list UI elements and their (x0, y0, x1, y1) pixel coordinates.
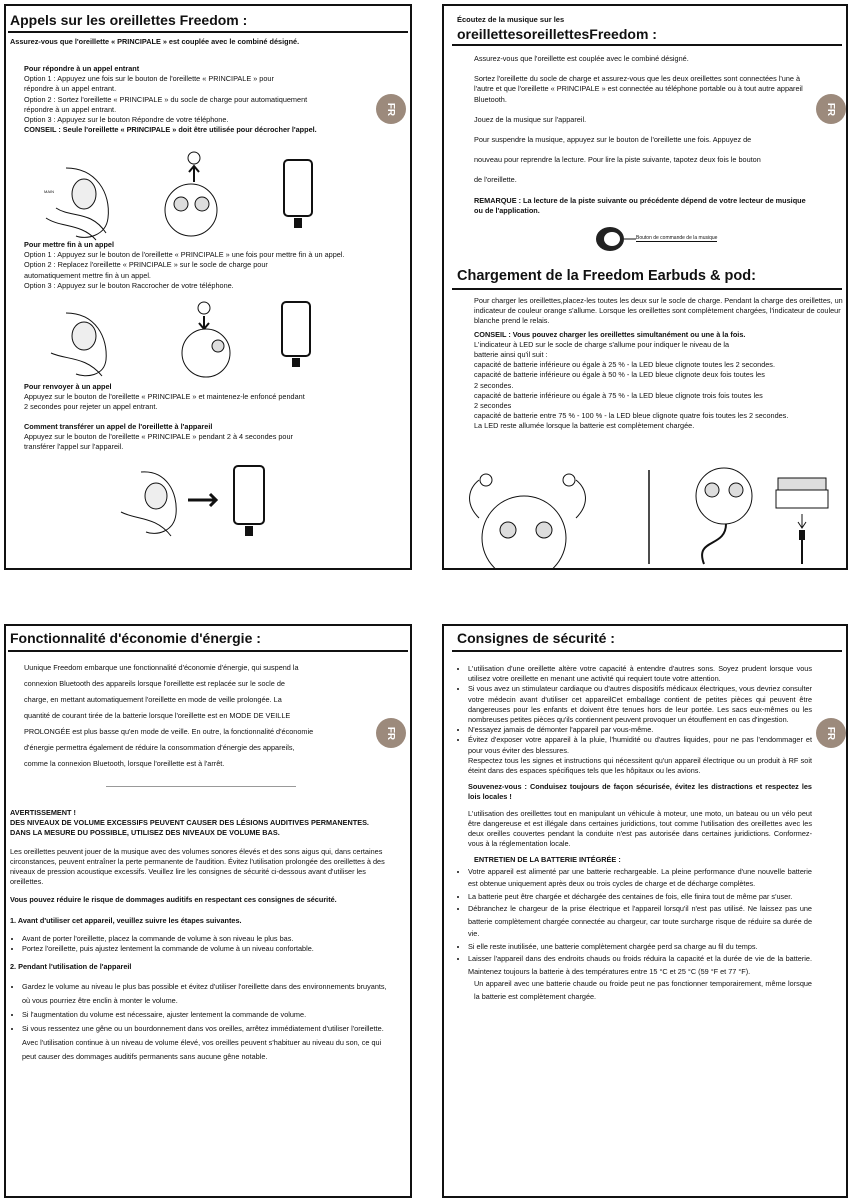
end-line: Option 1 : Appuyez sur le bouton de l'oreillette « PRINCIPALE » une fois pour mettre fin à un appel. (24, 250, 345, 260)
page-title: Consignes de sécurité : (457, 630, 615, 646)
charge-instructions (474, 296, 844, 432)
remark: REMARQUE : La lecture de la piste suivante ou précédente dépend de votre lecteur de musique ou de l'application. (474, 195, 806, 215)
list-item: • Gardez le volume au niveau le plus bas possible et évitez d'utiliser l'oreillette dans des environnements bruyants, où vous pourriez être enclin à monter le volume. (22, 980, 390, 1008)
list-item: • Laisser l'appareil dans des endroits chauds ou froids réduira la capacité et la durée de vie de la batterie. Maintenez toujours la batterie à des températures entre 15 °C et 25 °C (59 °F et 77 °F). (468, 953, 812, 978)
list-item: • Évitez d'exposer votre appareil à la pluie, l'humidité ou d'autres liquides, pour ne pas l'endommager et pour vous éviter des blessures. (468, 735, 812, 755)
manual-page-calls (4, 4, 412, 570)
energy-line: PROLONGÉE est plus basse qu'en mode de veille. En outre, la fonctionnalité d'économie (24, 727, 314, 736)
battery-heading: ENTRETIEN DE LA BATTERIE INTÉGRÉE : (474, 855, 621, 865)
answer-tip: CONSEIL : Seule l'oreillette « PRINCIPALE » doit être utilisée pour décrocher l'appel. (24, 125, 317, 135)
reject-section (24, 382, 404, 413)
transfer-section (24, 422, 404, 453)
answer-line: répondre à un appel entrant. (24, 84, 117, 94)
language-badge: FR (376, 718, 406, 748)
answer-line: Option 1 : Appuyez une fois sur le bouton de l'oreillette « PRINCIPALE » pour (24, 74, 274, 84)
led-line: capacité de batterie inférieure ou égale à 50 % - la LED bleue clignote deux fois toutes les (474, 370, 765, 380)
step1-heading: 1. Avant d'utiliser cet appareil, veuillez suivre les étapes suivantes. (10, 915, 242, 925)
music-line: Pour suspendre la musique, appuyez sur le bouton de l'oreillette une fois. Appuyez de (474, 135, 752, 145)
led-line: La LED reste allumée lorsque la batterie est complètement chargée. (474, 421, 695, 431)
safety-content (456, 664, 812, 1003)
safety-list (456, 664, 812, 756)
earbud-icon (592, 224, 632, 254)
step1-list (10, 934, 390, 954)
end-line: Option 2 : Replacez l'oreillette « PRINCIPALE » sur le socle de charge pour (24, 260, 268, 270)
transfer-heading: Comment transférer un appel de l'oreillette à l'appareil (24, 422, 213, 431)
step2-tail: Avec l'utilisation continue à un niveau de volume élevé, vos oreilles peuvent s'habituer au niveau du son, ce qui peut causer des dommages auditifs permanents sans aucune gêne notable. (22, 1038, 382, 1062)
music-line: nouveau pour reprendre la lecture. Pour lire la piste suivante, tapotez deux fois le bouton (474, 155, 761, 165)
list-item: • Débranchez le chargeur de la prise électrique et l'appareil lorsqu'il n'est pas utilisé. Ne laissez pas une batterie complètement chargée connectée au chargeur, car toute surcharge risque de réduire sa durée de vie. (468, 903, 812, 941)
led-line: 2 secondes (474, 401, 512, 411)
transfer-line: Appuyez sur le bouton de l'oreillette « PRINCIPALE » pendant 2 à 4 secondes pour (24, 432, 293, 442)
answer-line: Option 3 : Appuyez sur le bouton Répondre de votre téléphone. (24, 115, 229, 125)
page-title: Appels sur les oreillettes Freedom : (10, 12, 248, 28)
answer-line: répondre à un appel entrant. (24, 104, 117, 114)
end-line: Option 3 : Appuyez sur le bouton Raccrocher de votre téléphone. (24, 280, 234, 290)
page-title: Fonctionnalité d'économie d'énergie : (10, 630, 261, 646)
reject-line: Appuyez sur le bouton de l'oreillette « PRINCIPALE » et maintenez-le enfoncé pendant (24, 392, 305, 402)
main-label: MAIN (44, 189, 54, 194)
led-line: 2 secondes. (474, 380, 514, 390)
battery-list (456, 866, 812, 979)
charge-underline (452, 288, 842, 290)
step2-heading: 2. Pendant l'utilisation de l'appareil (10, 962, 132, 972)
energy-line: connexion Bluetooth des appareils lorsque l'oreillette est replacée sur le socle de (24, 679, 285, 688)
music-line: Jouez de la musique sur l'appareil. (474, 114, 587, 124)
energy-line: quantité de courant tirée de la batterie lorsque l'oreillette est en MODE DE VEILLE (24, 711, 291, 720)
warning-section (10, 808, 390, 1064)
list-item: • Portez l'oreillette, puis ajustez lentement la commande de volume à un niveau confortable. (22, 944, 390, 954)
transfer-line: transférer l'appel sur l'appareil. (24, 442, 124, 452)
end-call-illustrations (36, 298, 376, 378)
music-line: de l'oreillette. (474, 175, 517, 185)
end-line: automatiquement mettre fin à un appel. (24, 270, 151, 280)
warning-body: Les oreillettes peuvent jouer de la musique avec des volumes sonores élevés et des sons aigus qui, dans certaines circonstances, peuvent entraîner la perte permanente de l'audition. Évitez l'utilisation prolongée des oreillettes à des niveaux de pression acoustique excessifs. Veuillez lire les consignes de sécurité ci-dessous avant d'utiliser les oreillettes. (10, 846, 385, 887)
page-title: oreillettesoreillettesFreedom : (457, 26, 657, 42)
energy-line: comme la connexion Bluetooth, lorsque l'oreillette est à l'arrêt. (24, 759, 225, 768)
led-line: capacité de batterie inférieure ou égale à 25 % - la LED bleue clignote toutes les 2 secondes. (474, 360, 775, 370)
energy-paragraph (24, 660, 374, 772)
warning-title: AVERTISSEMENT ! (10, 808, 76, 817)
music-line: Sortez l'oreillette du socle de charge et assurez-vous que les deux oreillettes sont connectées l'une à l'autre et que l'oreillette « PRINCIPALE » est connectée au téléphone portable ou à tout autre appareil Bluetooth. (474, 74, 803, 104)
list-item: • Si elle reste inutilisée, une batterie complètement chargée perd sa charge au fil du temps. (468, 941, 812, 954)
music-instructions (474, 54, 814, 216)
list-item: • L'utilisation d'une oreillette altère votre capacité à entendre d'autres sons. Soyez prudent lorsque vous utilisez votre oreillette en menant une activité qui requiert toute votre attention. (468, 664, 812, 684)
list-item: • Si l'augmentation du volume est nécessaire, ajuster lentement la commande de volume. (22, 1008, 390, 1022)
respect-text: Respectez tous les signes et instructions qui nécessitent qu'un appareil électrique ou un produit à RF soit éteint dans des espaces spécifiques tels que les hôpitaux ou les avions. (468, 755, 812, 776)
led-line: capacité de batterie entre 75 % - 100 % - la LED bleue clignote quatre fois toutes les 2 secondes. (474, 411, 789, 421)
list-item: • Votre appareil est alimenté par une batterie rechargeable. La pleine performance d'une nouvelle batterie est obtenue uniquement après deux ou trois cycles de charge et de décharge complètes. (468, 866, 812, 891)
list-item: • Avant de porter l'oreillette, placez la commande de volume à son niveau le plus bas. (22, 934, 390, 944)
end-heading: Pour mettre fin à un appel (24, 240, 115, 249)
transfer-illustration (116, 462, 296, 542)
led-line: batterie ainsi qu'il suit : (474, 350, 548, 360)
button-label: Bouton de commande de la musique (636, 235, 718, 241)
list-item: • La batterie peut être chargée et déchargée des centaines de fois, elle finira tout de même par s'user. (468, 891, 812, 904)
music-line: Assurez-vous que l'oreillette est couplée avec le combiné désigné. (474, 54, 689, 63)
led-line: capacité de batterie inférieure ou égale à 75 % - la LED bleue clignote trois fois toutes les (474, 390, 763, 400)
divider (106, 786, 296, 787)
title-small: Écoutez de la musique sur les (457, 15, 565, 24)
title-underline (8, 31, 408, 33)
drive-heading: Souvenez-vous : Conduisez toujours de façon sécurisée, évitez les distractions et respectez les lois locales ! (468, 782, 812, 802)
reduce-heading: Vous pouvez réduire le risque de dommages auditifs en respectant ces consignes de sécurité. (10, 895, 337, 905)
reject-heading: Pour renvoyer à un appel (24, 382, 112, 391)
list-item: • Si vous avez un stimulateur cardiaque ou d'autres dispositifs médicaux électriques, vous devriez consulter votre médecin avant d'utiliser cet appareilCet emballage contient de petites pièces qui peuvent être dangereuses pour les enfants et doivent être tenues hors de leur portée. Les sacs eux-mêmes ou les nombreuses petites pièces qu'ils contiennent peuvent provoquer un étouffement en cas d'ingestion. (468, 684, 812, 725)
drive-text: L'utilisation des oreillettes tout en manipulant un véhicule à moteur, une moto, un bateau ou un vélo peut être dangereuse et est illégale dans certaines juridictions, tout comme l'utilisation des oreillettes avec les deux oreilles couvertes pendant la conduite n'est pas autorisée dans certaines juridictions. Conformez-vous à la réglementation locale. (468, 808, 812, 849)
language-badge: FR (816, 718, 846, 748)
charge-title: Chargement de la Freedom Earbuds & pod: (457, 268, 756, 284)
led-line: L'indicateur à LED sur le socle de charge s'allume pour indiquer le niveau de la (474, 339, 730, 349)
reject-line: 2 secondes pour rejeter un appel entrant. (24, 402, 158, 412)
title-underline (452, 650, 842, 652)
intro-text: Assurez-vous que l'oreillette « PRINCIPALE » est couplée avec le combiné désigné. (10, 37, 300, 46)
title-underline (452, 44, 842, 46)
list-item: • Si vous ressentez une gêne ou un bourdonnement dans vos oreilles, arrêtez immédiatement d'utiliser l'oreillette. (22, 1022, 390, 1036)
manual-page-energy (4, 624, 412, 1198)
title-underline (8, 650, 408, 652)
answer-illustrations (36, 148, 376, 240)
energy-line: charge, en mettant automatiquement l'oreillette en mode de veille prolongée. La (24, 695, 282, 704)
charge-tip: CONSEIL : Vous pouvez charger les oreillettes simultanément ou une à la fois. (474, 329, 746, 339)
answer-line: Option 2 : Sortez l'oreillette « PRINCIPALE » du socle de charge pour automatiquement (24, 94, 308, 104)
manual-page-safety (442, 624, 848, 1198)
energy-line: Uunique Freedom embarque une fonctionnalité d'économie d'énergie, qui suspend la (24, 663, 299, 672)
answer-section (24, 64, 374, 135)
list-item: • N'essayez jamais de démonter l'appareil par vous-même. (468, 725, 812, 735)
step2-list (10, 980, 390, 1036)
answer-heading: Pour répondre à un appel entrant (24, 64, 140, 73)
energy-line: d'énergie permettra également de réduire la consommation d'énergie des appareils, (24, 743, 295, 752)
warning-text: DES NIVEAUX DE VOLUME EXCESSIFS PEUVENT CAUSER DES LÉSIONS AUDITIVES PERMANENTES. DANS LA MESURE DU POSSIBLE, UTILISEZ DES NIVEAUX DE VOLUME BAS. (10, 818, 369, 838)
manual-page-music (442, 4, 848, 570)
language-badge: FR (816, 94, 846, 124)
end-call-section (24, 240, 404, 291)
charging-illustrations (464, 468, 844, 566)
charge-intro: Pour charger les oreillettes,placez-les toutes les deux sur le socle de charge. Pendant la charge des oreillettes, un indicateur de couleur orange s'allume. Lorsque les oreillettes sont complètement chargées, l'indicateur de couleur blanche prend le relais. (474, 296, 843, 326)
language-badge: FR (376, 94, 406, 124)
battery-tail: Un appareil avec une batterie chaude ou froide peut ne pas fonctionner temporairement, même lorsque la batterie est complètement chargée. (474, 979, 812, 1001)
